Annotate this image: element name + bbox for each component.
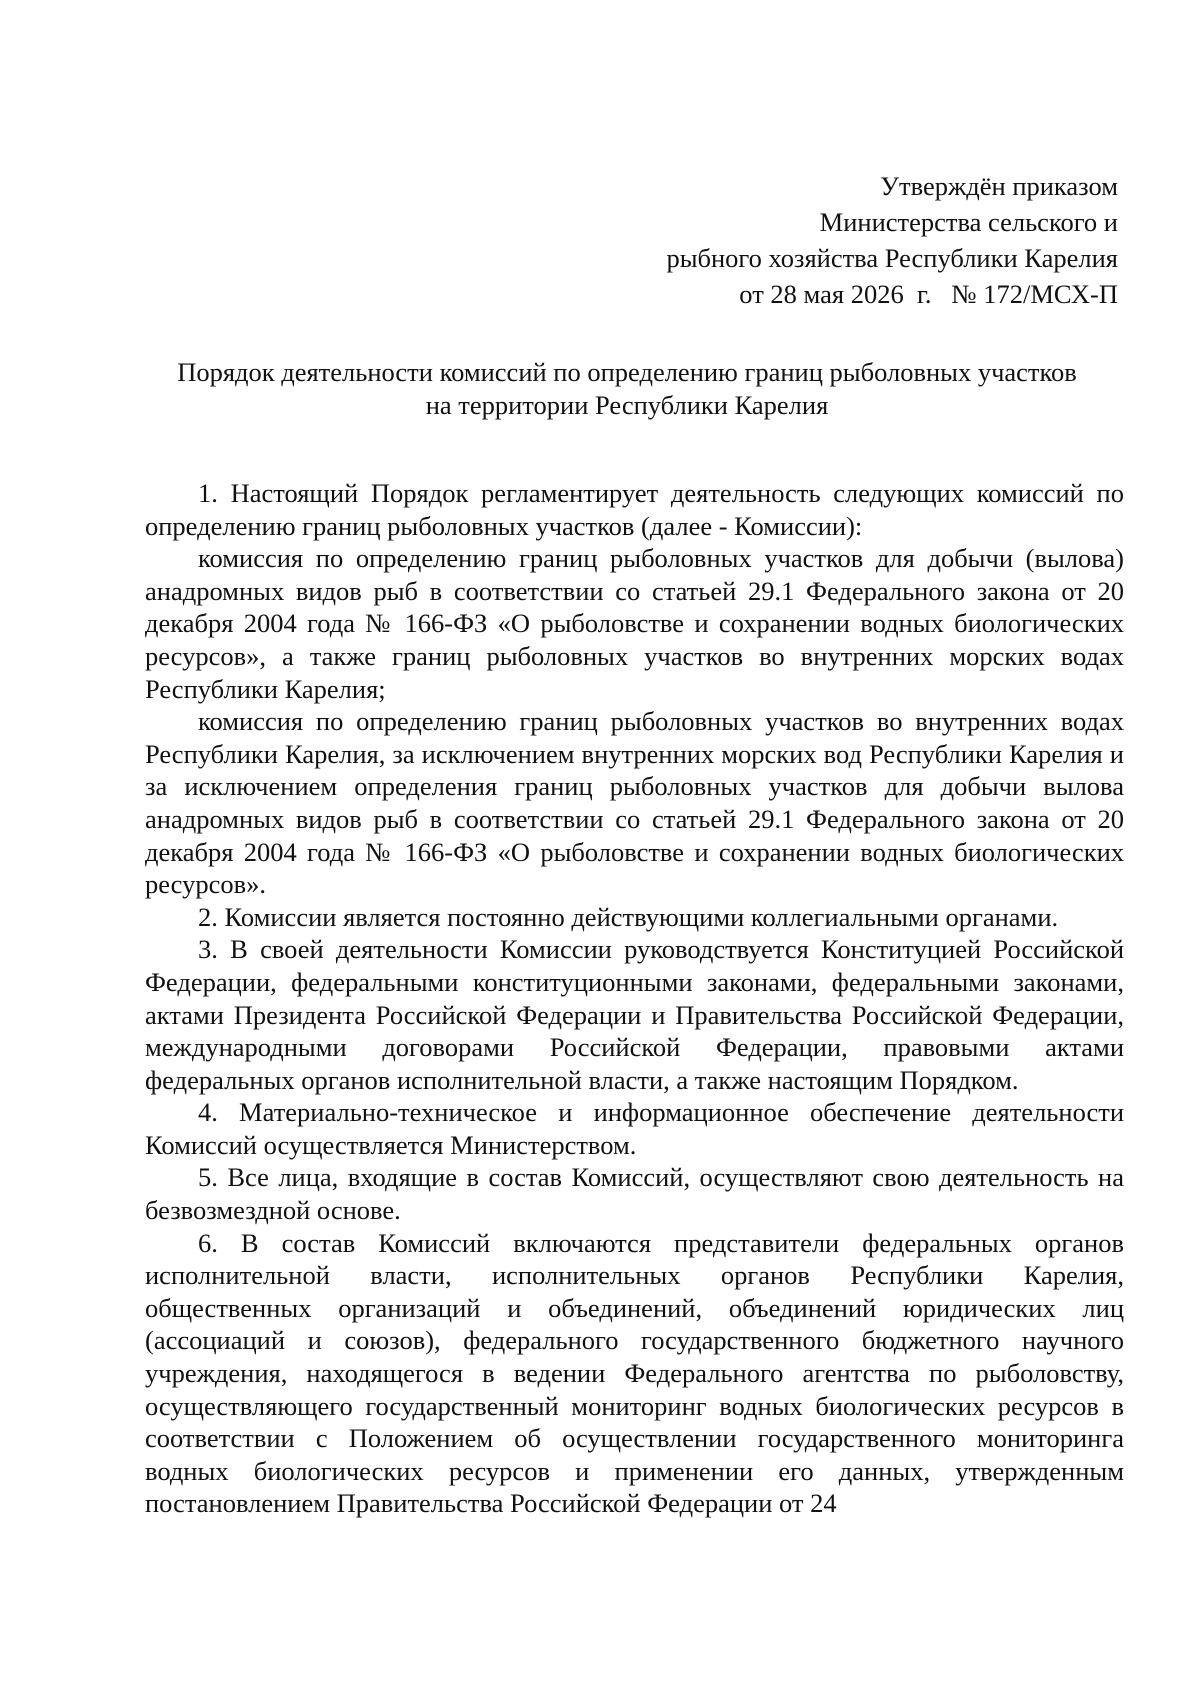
paragraph-commission-inland: комиссия по определению границ рыболовных участков во внутренних водах Республики Карелия, за исключением внутренних морских вод Республики Карелия и за исключением определения границ рыболовных участков для добычи вылова анадромных видов рыб в соответствии со статьей 29.1 Федерального закона от 20 декабря 2004 года № 166-ФЗ «О рыболовстве и сохранении водных биологических ресурсов». xyxy=(145,706,1124,900)
document-title-line-1: Порядок деятельности комиссий по определению границ рыболовных участков xyxy=(177,357,1077,387)
paragraph-4: 4. Материально-техническое и информационное обеспечение деятельности Комиссий осуществляется Министерством. xyxy=(145,1097,1124,1160)
document-title xyxy=(130,356,1124,422)
approval-line-2: Министерства сельского и xyxy=(819,207,1118,237)
approval-stamp-block xyxy=(666,168,1118,312)
paragraph-2: 2. Комиссии является постоянно действующими коллегиальными органами. xyxy=(198,901,1059,932)
approval-line-1: Утверждён приказом xyxy=(880,171,1118,201)
document-title-line-2: на территории Республики Карелия xyxy=(425,390,829,420)
paragraph-6: 6. В состав Комиссий включаются представители федеральных органов исполнительной власти, исполнительных органов Республики Карелия, общественных организаций и объединений, объединений юридических лиц (ассоциаций и союзов), федерального государственного бюджетного научного учреждения, находящегося в ведении Федерального агентства по рыболовству, осуществляющего государственный мониторинг водных биологических ресурсов в соответствии с Положением об осуществлении государственного мониторинга водных биологических ресурсов и применении его данных, утвержденным постановлением Правительства Российской Федерации от 24 xyxy=(145,1227,1124,1519)
paragraph-3: 3. В своей деятельности Комиссии руководствуется Конституцией Российской Федерации, федеральными конституционными законами, федеральными законами, актами Президента Российской Федерации и Правительства Российской Федерации, международными договорами Российской Федерации, правовыми актами федеральных органов исполнительной власти, а также настоящим Порядком. xyxy=(145,934,1124,1095)
approval-line-3: рыбного хозяйства Республики Карелия xyxy=(666,243,1118,273)
document-body xyxy=(145,477,1124,1520)
paragraph-5: 5. Все лица, входящие в состав Комиссий, осуществляют свою деятельность на безвозмездной основе. xyxy=(145,1162,1124,1226)
paragraph-1: 1. Настоящий Порядок регламентирует деятельность следующих комиссий по определению границ рыболовных участков (далее - Комиссии): xyxy=(145,478,1124,541)
paragraph-commission-anadromous: комиссия по определению границ рыболовных участков для добычи (вылова) анадромных видов рыб в соответствии со статьей 29.1 Федерального закона от 20 декабря 2004 года № 166-ФЗ «О рыболовстве и сохранении водных биологических ресурсов», а также границ рыболовных участков во внутренних морских водах Республики Карелия; xyxy=(145,543,1124,704)
approval-line-4: от 28 мая 2026 г. № 172/МСХ-П xyxy=(739,279,1118,309)
